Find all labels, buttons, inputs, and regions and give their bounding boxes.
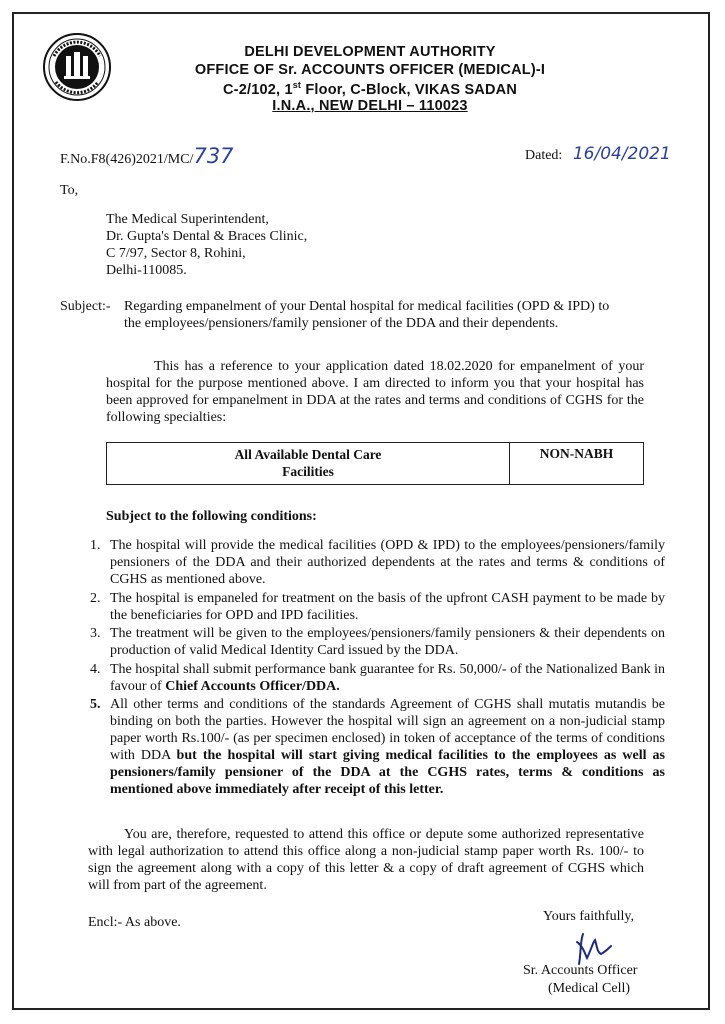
- condition-item: 4. The hospital shall submit performance bank guarantee for Rs. 50,000/- of the Nationalized Bank in favour of Chief Accounts Officer/DDA.: [90, 661, 665, 694]
- enclosure-note: Encl:- As above.: [88, 915, 181, 930]
- handwritten-date: 16/04/2021: [572, 144, 671, 164]
- subject-line: Regarding empanelment of your Dental hospital for medical facilities (OPD & IPD) to: [124, 299, 610, 314]
- file-number: F.No.F8(426)2021/MC/737: [60, 144, 234, 168]
- addressee-line: Dr. Gupta's Dental & Braces Clinic,: [106, 229, 308, 244]
- handwritten-file-number: 737: [193, 144, 234, 168]
- header-city: I.N.A., NEW DELHI – 110023: [272, 98, 468, 114]
- specialty-cell: All Available Dental Care Facilities: [107, 443, 510, 484]
- signatory-department: (Medical Cell): [548, 981, 631, 996]
- subject-line: the employees/pensioners/family pensioner of the DDA and their dependents.: [124, 316, 559, 331]
- addressee-block: [106, 211, 307, 279]
- subject-label: Subject:-: [60, 299, 111, 314]
- intro-paragraph: This has a reference to your application dated 18.02.2020 for empanelment of your hospital for the purpose mentioned above. I am directed to inform you that your hospital has been approved for empanelment in DDA at the rates and terms and conditions of CGHS for the following specialties:: [106, 359, 644, 425]
- closing-paragraph: You are, therefore, requested to attend this office or depute some authorized representative with legal authorization to attend this office along a non-judicial stamp paper worth Rs. 100/- to sign the agreement along with a copy of this letter & a copy of draft agreement of CGHS which will from part of the agreement.: [88, 827, 644, 893]
- conditions-heading: Subject to the following conditions:: [106, 509, 317, 524]
- signatory-title: Sr. Accounts Officer: [523, 963, 638, 978]
- condition-item: 5. All other terms and conditions of the standards Agreement of CGHS shall mutatis mutandis be binding on both the parties. However the hospital will sign an agreement on a non-judicial stamp paper worth Rs.100/- (as per specimen enclosed) in token of acceptance of the terms of conditions with DDA but the hospital will start giving medical facilities to the employees as well as pensioners/family pensioner of the DDA at the CGHS rates, terms & conditions as mentioned above immediately after receipt of this letter.: [90, 697, 665, 797]
- accreditation-cell: NON-NABH: [539, 446, 614, 461]
- dda-seal-logo: [42, 32, 112, 102]
- specialties-table: [106, 442, 644, 485]
- addressee-line: Delhi-110085.: [106, 263, 187, 278]
- header-office: OFFICE OF Sr. ACCOUNTS OFFICER (MEDICAL)-I: [194, 62, 546, 78]
- header-org: DELHI DEVELOPMENT AUTHORITY: [244, 44, 496, 60]
- addressee-line: C 7/97, Sector 8, Rohini,: [106, 246, 246, 261]
- yours-faithfully: Yours faithfully,: [543, 909, 635, 924]
- condition-item: 1. The hospital will provide the medical facilities (OPD & IPD) to the employees/pensioners/family pensioners of the DDA and their authorized dependents at the rates and terms & conditions of CGHS as mentioned above.: [90, 538, 665, 587]
- condition-item: 3. The treatment will be given to the employees/pensioners/family pensioners & their dependents on production of valid Medical Identity Card issued by the DDA.: [90, 626, 665, 658]
- condition-item: 2. The hospital is empaneled for treatment on the basis of the upfront CASH payment to be made by the beneficiaries for OPD and IPD facilities.: [90, 590, 665, 623]
- to-label: To,: [60, 183, 79, 198]
- conditions-list: [90, 537, 665, 800]
- dated: Dated: 16/04/2021: [525, 144, 671, 164]
- addressee-line: The Medical Superintendent,: [106, 212, 269, 227]
- header-address: C-2/102, 1st Floor, C-Block, VIKAS SADAN: [223, 80, 517, 98]
